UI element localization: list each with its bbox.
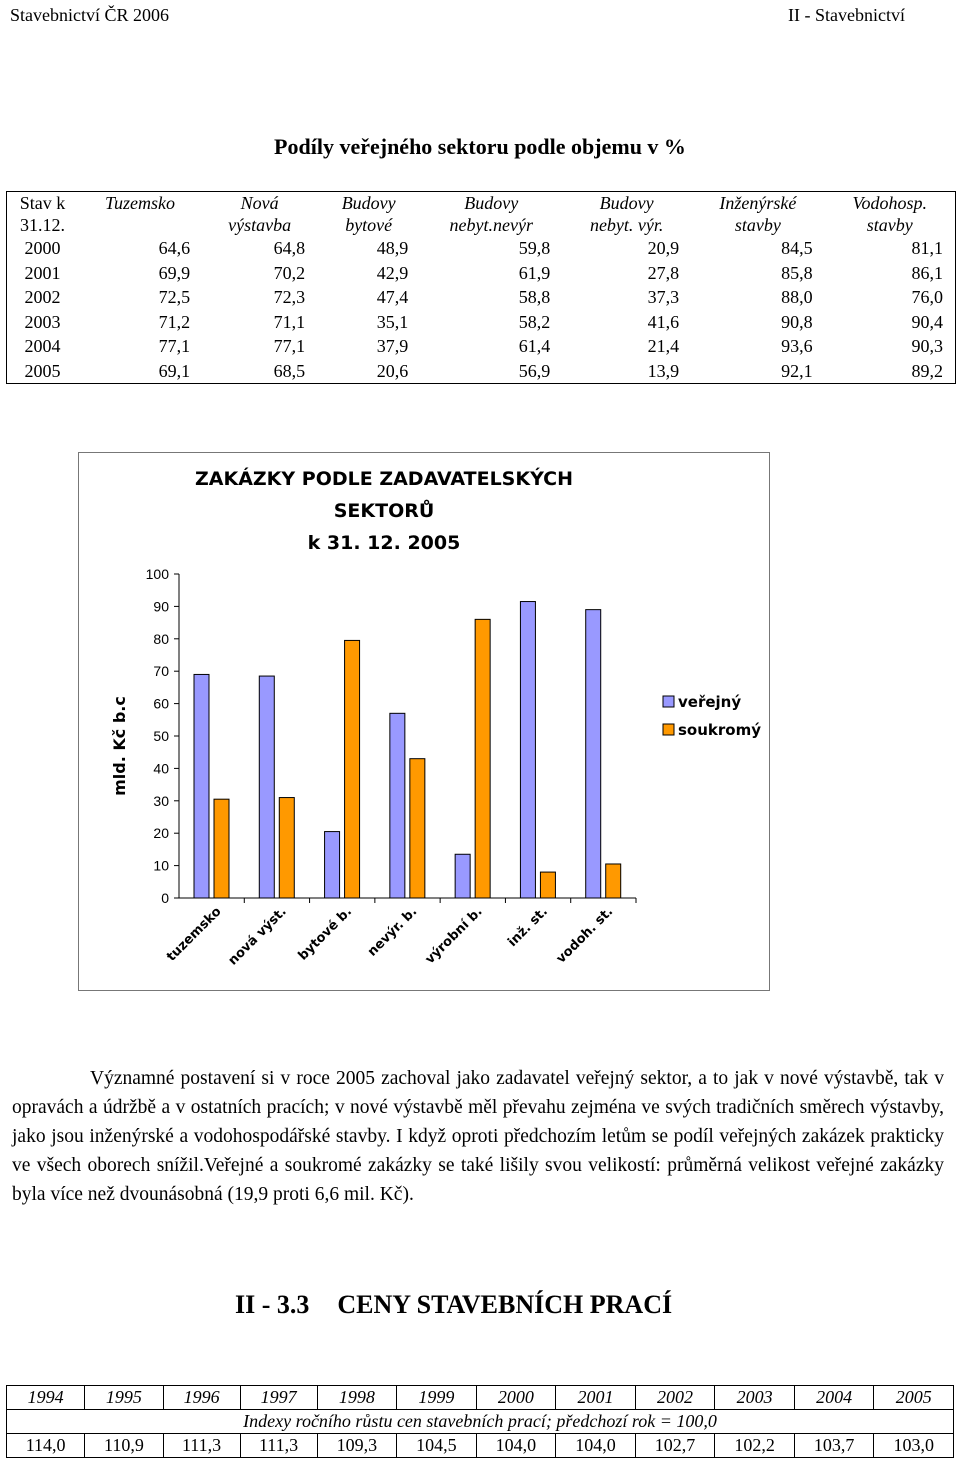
price-values-row bbox=[7, 1434, 954, 1458]
y-tick-label: 100 bbox=[145, 566, 169, 582]
table-cell: 69,1 bbox=[158, 360, 191, 381]
table-cell: 56,9 bbox=[518, 360, 551, 381]
table-row bbox=[7, 236, 956, 261]
table-cell: 58,2 bbox=[518, 311, 551, 332]
table-cell: nebyt.nevýr bbox=[449, 215, 533, 235]
price-value-cell: 103,0 bbox=[874, 1434, 954, 1458]
table-cell: 42,9 bbox=[376, 262, 409, 283]
bar-public bbox=[586, 610, 601, 898]
share-table bbox=[6, 191, 956, 384]
table-cell: 90,3 bbox=[911, 336, 943, 356]
table-cell: Budovy bbox=[341, 193, 396, 213]
x-tick-label: tuzemsko bbox=[164, 904, 225, 965]
table-cell: 48,9 bbox=[376, 238, 409, 258]
table-cell: 20,9 bbox=[647, 238, 680, 258]
chart bbox=[78, 452, 770, 991]
bar-private bbox=[475, 619, 490, 898]
table-cell: 27,8 bbox=[647, 262, 680, 283]
chart-svg bbox=[79, 453, 769, 990]
bar-public bbox=[390, 713, 405, 898]
bar-private bbox=[410, 759, 425, 898]
y-tick-label: 90 bbox=[153, 598, 169, 615]
price-year-cell: 2004 bbox=[794, 1386, 874, 1410]
table-cell: 92,1 bbox=[781, 360, 813, 381]
price-year-cell: 1994 bbox=[7, 1386, 85, 1410]
y-tick-label: 20 bbox=[153, 825, 169, 842]
table-cell: 89,2 bbox=[911, 360, 943, 381]
x-tick-label: nevýr. b. bbox=[364, 904, 421, 960]
legend-label: soukromý bbox=[678, 721, 761, 739]
table-cell: 47,4 bbox=[376, 287, 409, 307]
table-header-row bbox=[7, 214, 956, 236]
bar-private bbox=[214, 799, 229, 898]
price-year-cell: 1996 bbox=[163, 1386, 240, 1410]
table-cell: 21,4 bbox=[647, 336, 680, 356]
table-row bbox=[7, 359, 956, 384]
table-cell: 81,1 bbox=[911, 238, 943, 258]
table-cell: 71,1 bbox=[273, 311, 306, 332]
price-value-cell: 104,0 bbox=[476, 1434, 556, 1458]
price-value-cell: 111,3 bbox=[240, 1434, 317, 1458]
price-value-cell: 102,7 bbox=[635, 1434, 715, 1458]
bar-private bbox=[345, 640, 360, 898]
table-cell: 88,0 bbox=[781, 287, 813, 307]
table-cell: 70,2 bbox=[273, 262, 306, 283]
y-axis-label: mld. Kč b.c bbox=[110, 696, 129, 796]
table-cell: 37,3 bbox=[647, 287, 680, 307]
chart-title-line: SEKTORŮ bbox=[333, 500, 435, 522]
table-cell: 2001 bbox=[24, 262, 61, 283]
price-year-cell: 2005 bbox=[874, 1386, 954, 1410]
table-cell: Stav k bbox=[19, 193, 66, 213]
table-row bbox=[7, 285, 956, 310]
y-tick-label: 30 bbox=[153, 792, 169, 809]
chart-title-line: k 31. 12. 2005 bbox=[307, 532, 461, 554]
table-cell: 31.12. bbox=[19, 215, 65, 235]
table-cell: 85,8 bbox=[781, 262, 813, 283]
price-value-cell: 111,3 bbox=[163, 1434, 240, 1458]
table-cell: Budovy bbox=[464, 193, 519, 213]
price-value-cell: 114,0 bbox=[7, 1434, 85, 1458]
x-tick-label: nová výst. bbox=[225, 904, 290, 969]
x-tick-label: bytové b. bbox=[295, 904, 356, 964]
header-right: II - Stavebnictví bbox=[788, 5, 905, 25]
price-year-cell: 2003 bbox=[715, 1386, 795, 1410]
y-tick-label: 70 bbox=[153, 663, 169, 680]
table-cell: 77,1 bbox=[273, 336, 306, 356]
price-year-cell: 1995 bbox=[85, 1386, 163, 1410]
bar-private bbox=[606, 864, 621, 898]
table-header-row bbox=[7, 192, 956, 215]
price-value-cell: 104,5 bbox=[397, 1434, 477, 1458]
price-year-cell: 1998 bbox=[317, 1386, 397, 1410]
table-cell: 64,8 bbox=[273, 238, 306, 258]
table-cell: 90,4 bbox=[911, 311, 943, 332]
table-cell: 72,3 bbox=[273, 287, 306, 307]
x-tick-label: výrobní b. bbox=[422, 904, 486, 968]
table-cell: 71,2 bbox=[158, 311, 191, 332]
table-cell: 13,9 bbox=[647, 360, 680, 381]
price-value-cell: 110,9 bbox=[85, 1434, 163, 1458]
bar-public bbox=[259, 676, 274, 898]
price-caption: Indexy ročního růstu cen stavebních prací; předchozí rok = 100,0 bbox=[7, 1410, 954, 1434]
table-cell: 41,6 bbox=[647, 311, 680, 332]
chart-title-line: ZAKÁZKY PODLE ZADAVATELSKÝCH bbox=[194, 468, 574, 490]
table-row bbox=[7, 310, 956, 335]
table-cell: Vodohosp. bbox=[852, 193, 928, 213]
bar-private bbox=[279, 798, 294, 898]
table-cell: stavby bbox=[734, 215, 781, 235]
y-tick-label: 60 bbox=[153, 695, 169, 712]
header-left: Stavebnictví ČR 2006 bbox=[10, 5, 169, 25]
table-cell: Budovy bbox=[599, 193, 654, 213]
table-cell: 2005 bbox=[24, 360, 61, 381]
x-tick-label: vodoh. st. bbox=[553, 904, 617, 967]
table-cell: 76,0 bbox=[911, 287, 943, 307]
section-heading bbox=[235, 1290, 700, 1320]
price-year-cell: 1999 bbox=[397, 1386, 477, 1410]
table-cell: 37,9 bbox=[376, 336, 409, 356]
table-cell: 77,1 bbox=[158, 336, 191, 356]
y-tick-label: 0 bbox=[161, 890, 169, 906]
table-cell: 93,6 bbox=[781, 336, 813, 356]
price-caption-row bbox=[7, 1410, 954, 1434]
table-cell: 86,1 bbox=[911, 262, 943, 283]
table-cell: Nová bbox=[240, 193, 279, 213]
table-cell: 72,5 bbox=[158, 287, 191, 307]
table-cell: 64,6 bbox=[158, 238, 191, 258]
share-table-title: Podíly veřejného sektoru podle objemu v % bbox=[274, 134, 686, 159]
table-cell bbox=[78, 214, 202, 236]
y-tick-label: 50 bbox=[153, 728, 169, 744]
bar-public bbox=[325, 832, 340, 898]
table-cell: 35,1 bbox=[376, 311, 409, 332]
bar-public bbox=[455, 854, 470, 898]
table-cell: 90,8 bbox=[781, 311, 813, 332]
body-paragraph bbox=[12, 1064, 944, 1209]
price-value-cell: 103,7 bbox=[794, 1434, 874, 1458]
price-index-table bbox=[6, 1385, 954, 1458]
section-title: CENY STAVEBNÍCH PRACÍ bbox=[337, 1290, 673, 1319]
bar-public bbox=[194, 674, 209, 898]
table-cell: stavby bbox=[866, 215, 913, 235]
y-tick-label: 40 bbox=[153, 760, 169, 777]
price-year-cell: 2001 bbox=[556, 1386, 636, 1410]
table-cell: 2003 bbox=[24, 311, 61, 332]
table-cell: 61,9 bbox=[518, 262, 551, 283]
legend-swatch bbox=[663, 696, 674, 707]
bar-public bbox=[520, 602, 535, 898]
table-cell: Tuzemsko bbox=[105, 193, 176, 213]
bar-private bbox=[540, 872, 555, 898]
table-cell: 69,9 bbox=[158, 262, 191, 283]
table-row bbox=[7, 334, 956, 359]
price-value-cell: 109,3 bbox=[317, 1434, 397, 1458]
table-cell: bytové bbox=[345, 215, 393, 235]
table-cell: 59,8 bbox=[518, 238, 551, 258]
legend-label: veřejný bbox=[678, 693, 742, 711]
table-cell: 2002 bbox=[24, 287, 61, 307]
table-cell: 2004 bbox=[24, 336, 61, 356]
paragraph-text: Významné postavení si v roce 2005 zachoval jako zadavatel veřejný sektor, a to jak v nové výstavbě, tak v opravách a údržbě a v ostatních pracích; v nové výstavbě měl převahu zejména ve svých tradičních směrech výstavby, jako jsou inženýrské a vodohospodářské stavby. I když oproti předchozím letům se podíl veřejných zakázek prakticky ve všech oborech snížil.Veřejné a soukromé zakázky se také lišily svou velikostí: průměrná velikost veřejné zakázky byla více než dvounásobná (19,9 proti 6,6 mil. Kč). bbox=[12, 1068, 944, 1205]
table-cell: 2000 bbox=[24, 238, 61, 258]
table-cell: nebyt. výr. bbox=[589, 215, 664, 235]
y-tick-label: 10 bbox=[153, 857, 169, 874]
price-year-cell: 1997 bbox=[240, 1386, 317, 1410]
table-cell: výstavba bbox=[228, 215, 292, 235]
table-cell: 20,6 bbox=[376, 360, 409, 381]
x-tick-label: inž. st. bbox=[505, 904, 551, 950]
table-cell: 58,8 bbox=[518, 287, 551, 307]
price-year-cell: 2002 bbox=[635, 1386, 715, 1410]
y-tick-label: 80 bbox=[153, 630, 169, 647]
table-cell: Inženýrské bbox=[719, 193, 797, 213]
price-years-row bbox=[7, 1386, 954, 1410]
table-cell: 61,4 bbox=[518, 336, 551, 356]
table-cell: 68,5 bbox=[273, 360, 306, 381]
table-row bbox=[7, 261, 956, 286]
price-year-cell: 2000 bbox=[476, 1386, 556, 1410]
section-number: II - 3.3 bbox=[235, 1290, 310, 1319]
legend-swatch bbox=[663, 724, 674, 735]
price-value-cell: 102,2 bbox=[715, 1434, 795, 1458]
table-cell: 84,5 bbox=[781, 238, 813, 258]
price-value-cell: 104,0 bbox=[556, 1434, 636, 1458]
